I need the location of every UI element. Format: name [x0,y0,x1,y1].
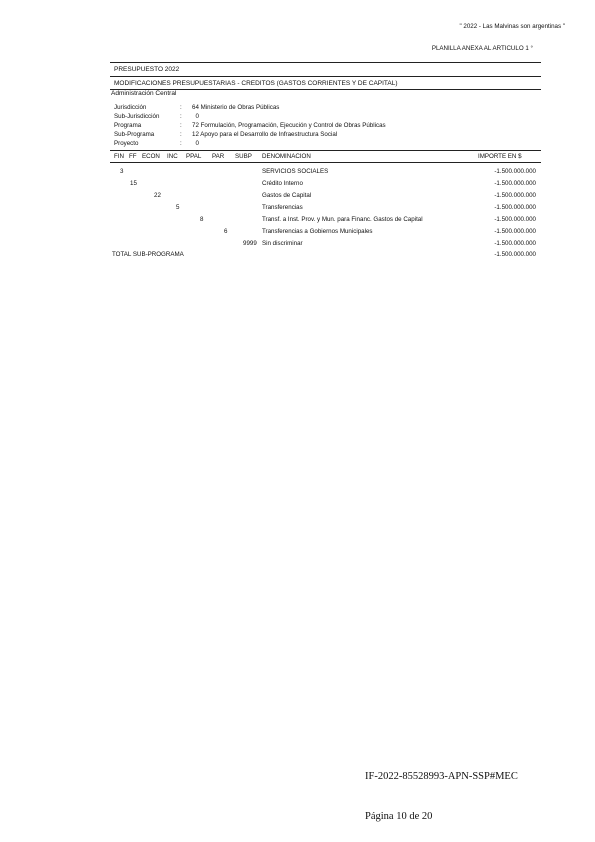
total-importe: -1.500.000.000 [494,251,536,258]
row-importe: -1.500.000.000 [494,228,536,235]
row-code: 6 [224,228,228,235]
row-denominacion: Transf. a Inst. Prov. y Mun. para Financ. Gastos de Capital [262,216,423,223]
rule-2 [110,76,541,77]
programa-sep: : [180,122,182,129]
total-label: TOTAL SUB-PROGRAMA [112,251,184,258]
subjurisdiccion-sep: : [180,113,182,120]
row-code: 22 [154,192,161,199]
budget-year: PRESUPUESTO 2022 [114,66,180,73]
row-importe: -1.500.000.000 [494,216,536,223]
annex-title: PLANILLA ANEXA AL ARTICULO 1 ° [431,45,533,52]
row-code: 9999 [243,240,257,247]
row-denominacion: SERVICIOS SOCIALES [262,168,329,175]
rule-top [110,62,541,63]
col-subp: SUBP [235,153,252,160]
col-par: PAR [212,153,225,160]
row-importe: -1.500.000.000 [494,192,536,199]
programa-value: 72 Formulación, Programación, Ejecución y Control de Obras Públicas [192,122,386,129]
col-ff: FF [129,153,137,160]
subprograma-sep: : [180,131,182,138]
row-importe: -1.500.000.000 [494,240,536,247]
row-code: 3 [120,168,124,175]
subprograma-value: 12 Apoyo para el Desarrollo de Infraestructura Social [192,131,338,138]
col-importe: IMPORTE EN $ [478,153,522,160]
row-denominacion: Transferencias a Gobiernos Municipales [262,228,373,235]
administration-label: Administración Central [111,90,177,97]
proyecto-label: Proyecto [114,140,139,147]
jurisdiccion-sep: : [180,104,182,111]
row-denominacion: Gastos de Capital [262,192,312,199]
row-importe: -1.500.000.000 [494,180,536,187]
subjurisdiccion-value: 0 [192,113,199,120]
col-denominacion: DENOMINACION [262,153,311,160]
row-code: 8 [200,216,204,223]
rule-header-bottom [110,162,541,163]
row-denominacion: Transferencias [262,204,303,211]
jurisdiccion-label: Jurisdicción [114,104,147,111]
page-number: Página 10 de 20 [365,811,433,822]
row-code: 15 [130,180,137,187]
row-denominacion: Crédito Interno [262,180,303,187]
col-ppal: PPAL [186,153,202,160]
col-fin: FIN [114,153,124,160]
proyecto-value: 0 [192,140,199,147]
programa-label: Programa [114,122,142,129]
subjurisdiccion-label: Sub-Jurisdicción [114,113,160,120]
rule-header-top [110,150,541,151]
document-id: IF-2022-85528993-APN-SSP#MEC [365,771,518,782]
row-denominacion: Sin discriminar [262,240,303,247]
row-importe: -1.500.000.000 [494,204,536,211]
modification-title: MODIFICACIONES PRESUPUESTARIAS - CREDITOS (GASTOS CORRIENTES Y DE CAPITAL) [114,80,398,87]
motto-text: " 2022 - Las Malvinas son argentinas " [459,23,565,30]
jurisdiccion-value: 64 Ministerio de Obras Públicas [192,104,280,111]
row-code: 5 [176,204,180,211]
col-econ: ECON [142,153,160,160]
col-inc: INC [167,153,178,160]
subprograma-label: Sub-Programa [114,131,155,138]
proyecto-sep: : [180,140,182,147]
row-importe: -1.500.000.000 [494,168,536,175]
